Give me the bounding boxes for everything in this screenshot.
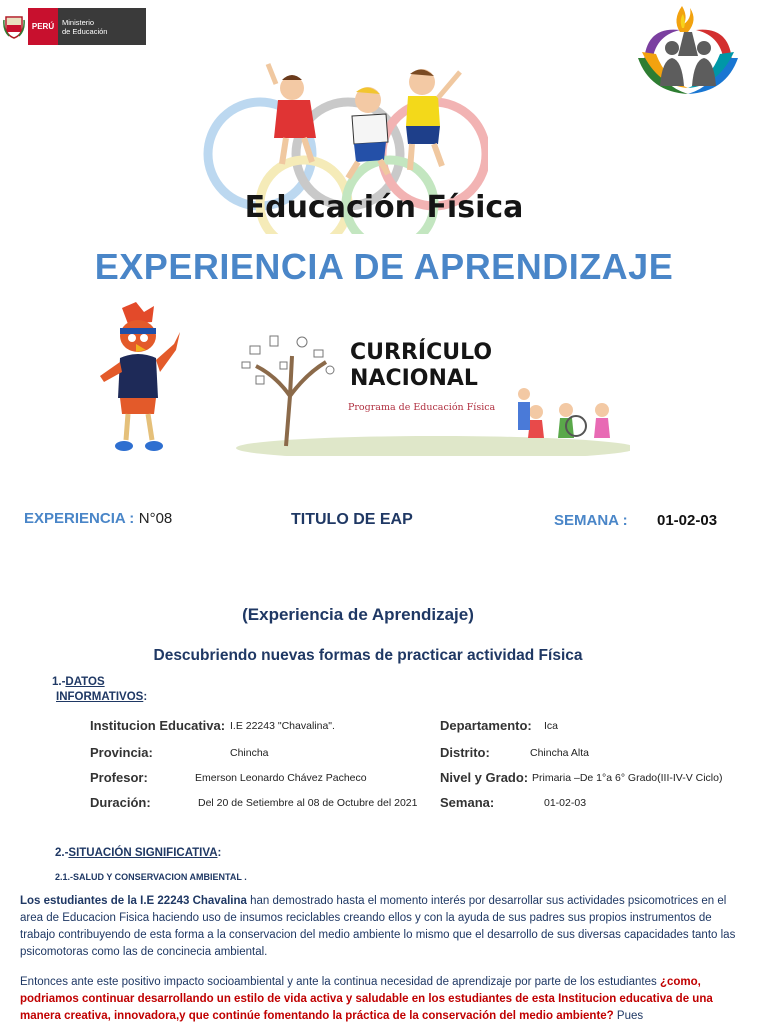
mascot-illustration [92, 302, 188, 458]
situation-paragraph-1: Los estudiantes de la I.E 22243 Chavalina han demostrado hasta el momento interés por desarrollar sus actividades psicomotrices en el area de Educacion Fisica haciendo uso de insumos reciclables creando ellos y con la ayuda de sus padres sus propios instrumentos de trabajo contribuyendo de esta forma a la conservacion del medio ambiente lo mismo que el desarrollo de sus diversas capacidades tanto las psicomotoras como las de concinecia ambiental. [20, 895, 736, 958]
experience-heading: (Experiencia de Aprendizaje) [242, 605, 474, 624]
semana-label: SEMANA : [554, 512, 628, 529]
curriculo-banner [236, 306, 630, 456]
section2-heading: 2.-SITUACIÓN SIGNIFICATIVA: [55, 847, 222, 859]
peru-label: PERÚ [28, 8, 58, 45]
curriculo-title: CURRÍCULO NACIONAL [350, 340, 493, 391]
info-row: Duración: Del 20 de Setiembre al 08 de Octubre del 2021 Semana: 01-02-03 [90, 795, 587, 810]
titulo-label: TITULO DE EAP [291, 511, 413, 528]
experience-title: Descubriendo nuevas formas de practicar actividad Física [153, 647, 583, 664]
subject-title: Educación Física [244, 190, 524, 225]
info-row: Profesor: Emerson Leonardo Chávez Pacheco Nivel y Grado: Primaria –De 1°a 6° Grado(III-IV-V Ciclo) [90, 770, 723, 785]
torch-emblem-logo [632, 2, 744, 98]
experiencia-value: N°08 [138, 510, 173, 527]
curriculo-subtitle: Programa de Educación Física [348, 402, 496, 413]
coat-of-arms-icon [0, 8, 28, 45]
ministry-logo [0, 8, 146, 45]
experiencia-label: EXPERIENCIA : [24, 510, 135, 527]
page-title: EXPERIENCIA DE APRENDIZAJE [94, 246, 674, 287]
ministry-name: Ministerio de Educación [62, 17, 108, 36]
section1-heading: 1.-DATOS INFORMATIVOS: [52, 676, 148, 703]
situation-paragraph-2: Entonces ante este positivo impacto socioambiental y ante la continua necesidad de aprendizaje por parte de los estudiantes ¿como, podriamos continuar desarrollando un estilo de vida activa y saludable en los estudiantes de esta Institucion educativa de una manera creativa, innovadora,y que continúe fomentando la práctica de la conservación del medio ambiente? Pues [20, 976, 713, 1022]
section2-subheading: 2.1.-SALUD Y CONSERVACION AMBIENTAL . [55, 872, 247, 882]
semana-value: 01-02-03 [657, 512, 718, 529]
info-row: Institucion Educativa: I.E 22243 "Chavalina". Departamento: Ica [90, 718, 559, 733]
experiencia-field [24, 510, 172, 528]
info-row: Provincia: Chincha Distrito: Chincha Alta [90, 745, 589, 760]
